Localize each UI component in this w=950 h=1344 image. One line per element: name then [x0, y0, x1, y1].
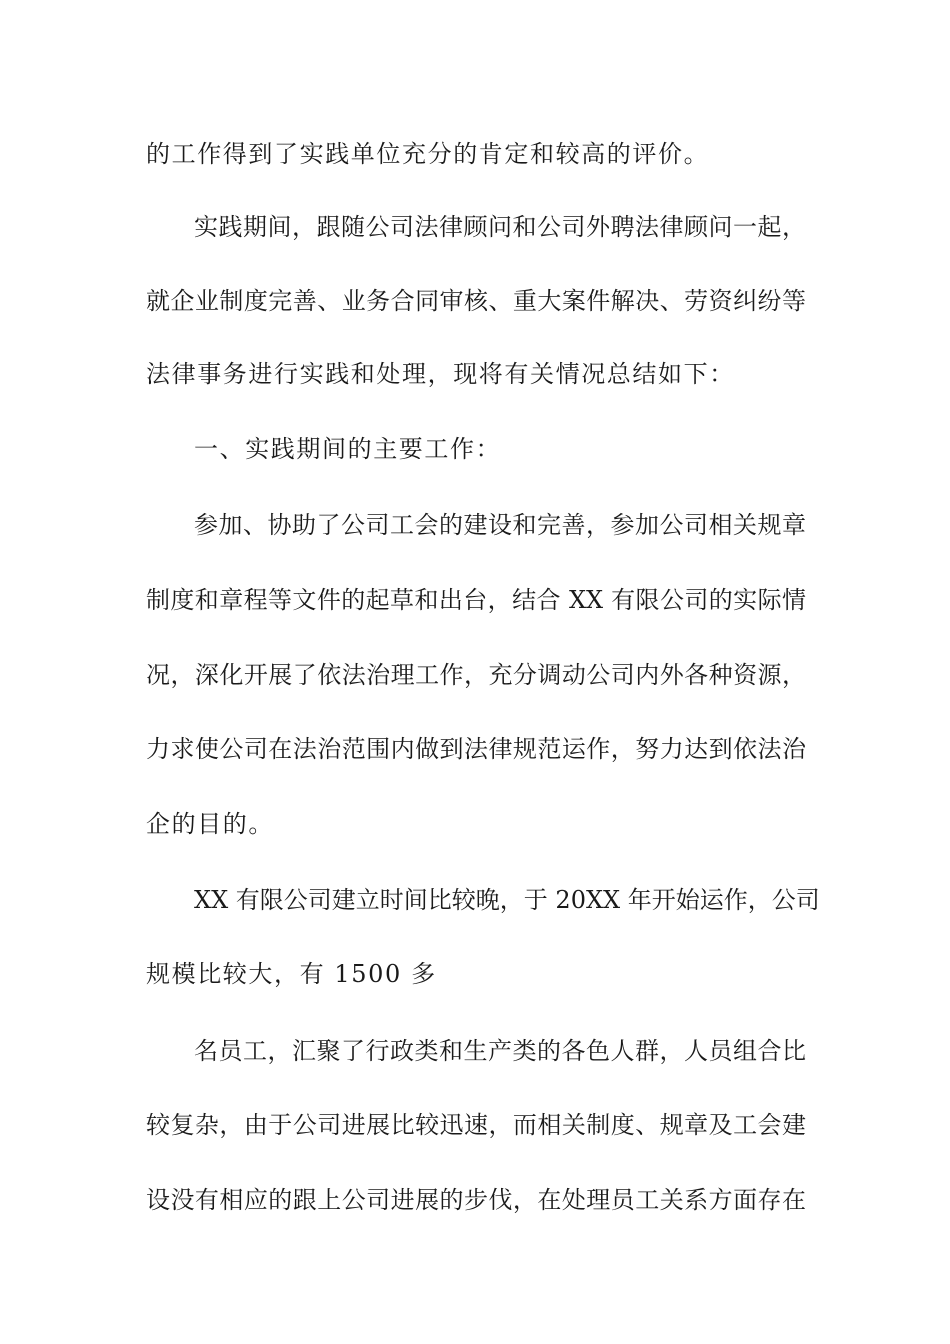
- paragraph-line: 设没有相应的跟上公司进展的步伐，在处理员工关系方面存在: [146, 1186, 806, 1214]
- paragraph-line: 实践期间，跟随公司法律顾问和公司外聘法律顾问一起，: [194, 213, 806, 241]
- paragraph-line: 参加、协助了公司工会的建设和完善，参加公司相关规章: [194, 511, 806, 539]
- paragraph-line: 较复杂，由于公司进展比较迅速，而相关制度、规章及工会建: [146, 1111, 806, 1139]
- paragraph-line: XX 有限公司建立时间比较晚，于 20XX 年开始运作，公司: [194, 886, 820, 914]
- paragraph-line: 就企业制度完善、业务合同审核、重大案件解决、劳资纠纷等: [146, 287, 806, 315]
- paragraph-line: 名员工，汇聚了行政类和生产类的各色人群，人员组合比: [194, 1037, 806, 1065]
- paragraph-line: 况，深化开展了依法治理工作，充分调动公司内外各种资源，: [146, 661, 806, 689]
- paragraph-line: 的工作得到了实践单位充分的肯定和较高的评价。: [146, 140, 710, 168]
- section-heading: 一、实践期间的主要工作：: [194, 435, 502, 463]
- paragraph-line: 力求使公司在法治范围内做到法律规范运作，努力达到依法治: [146, 735, 806, 763]
- paragraph-line: 企的目的。: [146, 810, 274, 838]
- paragraph-line: 规模比较大，有 1500 多: [146, 960, 437, 988]
- paragraph-line: 制度和章程等文件的起草和出台，结合 XX 有限公司的实际情: [146, 586, 806, 614]
- paragraph-line: 法律事务进行实践和处理，现将有关情况总结如下：: [146, 360, 735, 388]
